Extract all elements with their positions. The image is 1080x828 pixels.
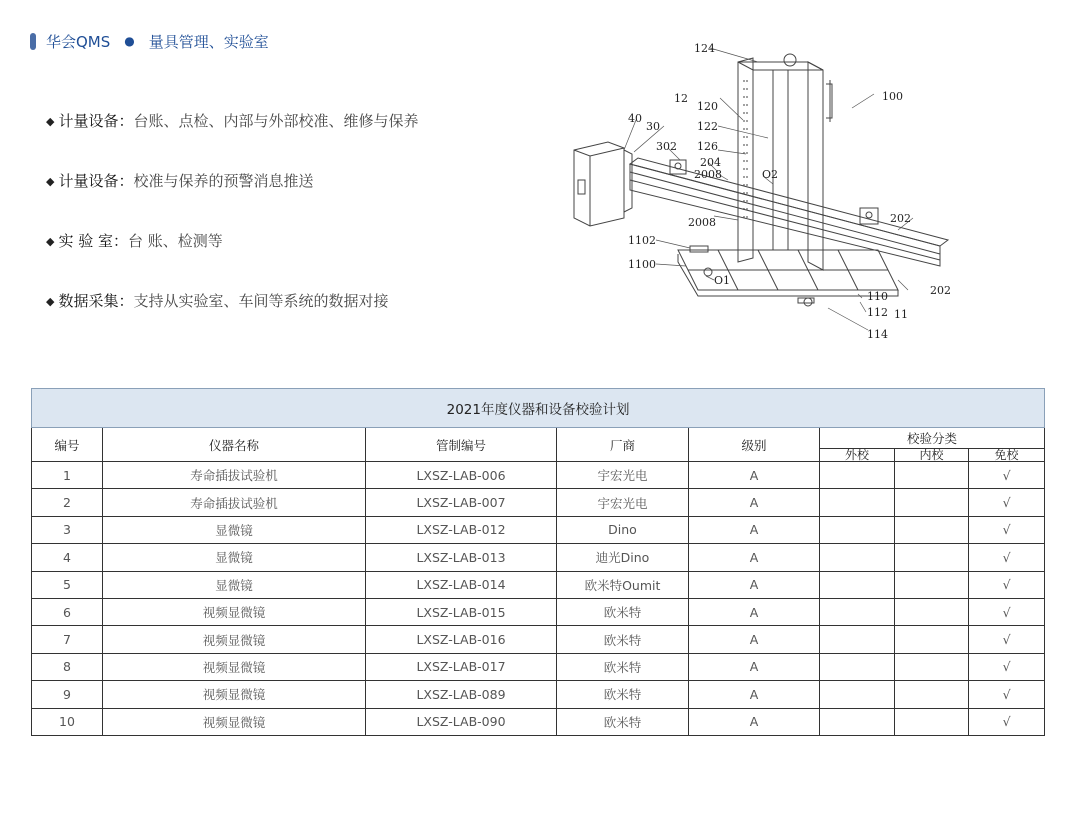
cell-no: 2: [32, 489, 103, 516]
tower-holes: [744, 80, 747, 220]
calibration-table: [31, 388, 1045, 736]
diagram-label: 112: [867, 306, 888, 319]
diagram-label: 11: [894, 308, 908, 321]
cell-no: 8: [32, 653, 103, 680]
diamond-bullet-icon: ◆: [46, 295, 55, 308]
cell-maker: 宇宏光电: [557, 489, 689, 516]
cell-no: 7: [32, 626, 103, 653]
cell-external: [820, 653, 895, 680]
cell-name: 显微镜: [103, 516, 366, 543]
cell-internal: [895, 626, 969, 653]
header-accent-bar: [30, 33, 36, 50]
col-header-name: 仪器名称: [103, 428, 366, 462]
calibration-plan-table: [31, 388, 1044, 736]
feature-label: 数据采集: [58, 292, 119, 310]
cell-code: LXSZ-LAB-007: [366, 489, 557, 516]
cell-exempt: √: [969, 462, 1045, 489]
cell-maker: 欧米特: [557, 681, 689, 708]
feature-text: 台账、点检、内部与外部校准、维修与保养: [133, 112, 419, 130]
cell-external: [820, 681, 895, 708]
feature-text: 校准与保养的预警消息推送: [133, 172, 314, 190]
cell-exempt: √: [969, 653, 1045, 680]
feature-item: [46, 290, 389, 312]
foot-pads: [690, 246, 814, 303]
table-row: [32, 681, 1045, 708]
tower-top: [738, 62, 823, 250]
equipment-diagram: [568, 40, 958, 345]
feature-item: [46, 170, 314, 192]
diagram-label: O2: [762, 168, 779, 181]
col-header-exempt: 免校: [969, 449, 1045, 462]
foot-right: [804, 298, 812, 306]
cell-no: 6: [32, 598, 103, 625]
cell-name: 视频显微镜: [103, 626, 366, 653]
cell-maker: 欧米特Oumit: [557, 571, 689, 598]
cell-internal: [895, 571, 969, 598]
diamond-bullet-icon: ◆: [46, 115, 55, 128]
cell-level: A: [689, 598, 820, 625]
cell-exempt: √: [969, 571, 1045, 598]
cell-no: 4: [32, 544, 103, 571]
table-row: [32, 571, 1045, 598]
page-header: [30, 30, 269, 52]
end-box: [574, 142, 624, 226]
table-title: 2021年度仪器和设备校验计划: [32, 389, 1045, 428]
cell-level: A: [689, 681, 820, 708]
feature-label: 计量设备: [58, 172, 119, 190]
feature-item: [46, 230, 223, 252]
diagram-label: 2008: [688, 216, 716, 229]
table-row: [32, 489, 1045, 516]
tower-top-roller: [784, 54, 796, 66]
cell-level: A: [689, 544, 820, 571]
slider-202: [860, 208, 878, 224]
table-row: [32, 653, 1045, 680]
cell-level: A: [689, 653, 820, 680]
cell-no: 5: [32, 571, 103, 598]
cell-no: 1: [32, 462, 103, 489]
leader-lines: [624, 48, 913, 330]
diagram-label: 100: [882, 90, 903, 103]
cell-maker: 欧米特: [557, 708, 689, 735]
cell-name: 视频显微镜: [103, 653, 366, 680]
diagram-label: 110: [867, 290, 888, 303]
cell-internal: [895, 516, 969, 543]
feature-text: 台 账、检测等: [128, 232, 223, 250]
cell-internal: [895, 653, 969, 680]
cell-code: LXSZ-LAB-017: [366, 653, 557, 680]
diagram-label: 114: [867, 328, 888, 341]
cell-external: [820, 489, 895, 516]
diagram-label: 12: [674, 92, 688, 105]
cell-internal: [895, 489, 969, 516]
cell-exempt: √: [969, 598, 1045, 625]
cell-code: LXSZ-LAB-089: [366, 681, 557, 708]
cell-level: A: [689, 626, 820, 653]
end-box-window: [578, 180, 585, 194]
diagram-label: 202: [890, 212, 911, 225]
tower-back: [808, 62, 823, 270]
cell-internal: [895, 598, 969, 625]
cell-code: LXSZ-LAB-016: [366, 626, 557, 653]
feature-text: 支持从实验室、车间等系统的数据对接: [133, 292, 389, 310]
feature-label: 计量设备: [58, 112, 119, 130]
cell-maker: 欧米特: [557, 653, 689, 680]
cell-code: LXSZ-LAB-090: [366, 708, 557, 735]
table-row: [32, 626, 1045, 653]
diagram-label: 126: [697, 140, 718, 153]
brand-name: 华会QMS: [46, 32, 111, 51]
table-header-row: [32, 428, 1045, 449]
cell-code: LXSZ-LAB-006: [366, 462, 557, 489]
cell-external: [820, 516, 895, 543]
cell-exempt: √: [969, 681, 1045, 708]
cell-name: 视频显微镜: [103, 681, 366, 708]
cell-code: LXSZ-LAB-013: [366, 544, 557, 571]
cell-external: [820, 626, 895, 653]
cell-level: A: [689, 708, 820, 735]
feature-colon: ：: [118, 172, 134, 190]
col-header-maker: 厂商: [557, 428, 689, 462]
col-header-level: 级别: [689, 428, 820, 462]
header-separator-dot: ●: [124, 34, 135, 48]
tower-handle: [826, 80, 832, 122]
diagram-label: 120: [697, 100, 718, 113]
cell-maker: 宇宏光电: [557, 462, 689, 489]
cell-external: [820, 598, 895, 625]
cell-internal: [895, 462, 969, 489]
col-header-no: 编号: [32, 428, 103, 462]
diagram-label: 40: [628, 112, 642, 125]
cell-name: 视频显微镜: [103, 598, 366, 625]
feature-colon: ：: [118, 112, 134, 130]
cell-exempt: √: [969, 516, 1045, 543]
cell-maker: Dino: [557, 516, 689, 543]
table-row: [32, 708, 1045, 735]
diagram-label: 124: [694, 42, 715, 55]
cell-name: 寿命插拔试验机: [103, 462, 366, 489]
diagram-label: 202: [930, 284, 951, 297]
cell-external: [820, 544, 895, 571]
diagram-label: 204: [700, 156, 721, 169]
table-row: [32, 462, 1045, 489]
cell-exempt: √: [969, 626, 1045, 653]
diamond-bullet-icon: ◆: [46, 235, 55, 248]
cell-exempt: √: [969, 489, 1045, 516]
slider-202-knob: [866, 212, 872, 218]
tower-front: [738, 58, 753, 262]
cell-level: A: [689, 489, 820, 516]
cell-no: 3: [32, 516, 103, 543]
col-header-code: 管制编号: [366, 428, 557, 462]
cell-name: 显微镜: [103, 544, 366, 571]
cell-name: 显微镜: [103, 571, 366, 598]
table-body: [32, 462, 1045, 736]
cell-code: LXSZ-LAB-012: [366, 516, 557, 543]
diamond-bullet-icon: ◆: [46, 175, 55, 188]
table-title-row: [32, 389, 1045, 428]
cell-external: [820, 571, 895, 598]
diagram-label: 30: [646, 120, 660, 133]
feature-item: [46, 110, 419, 132]
cell-maker: 迪光Dino: [557, 544, 689, 571]
cell-external: [820, 462, 895, 489]
cell-internal: [895, 681, 969, 708]
cell-level: A: [689, 462, 820, 489]
cell-code: LXSZ-LAB-014: [366, 571, 557, 598]
col-header-external: 外校: [820, 449, 895, 462]
diagram-label: 302: [656, 140, 677, 153]
cell-exempt: √: [969, 708, 1045, 735]
cell-code: LXSZ-LAB-015: [366, 598, 557, 625]
cell-level: A: [689, 571, 820, 598]
col-header-category: 校验分类: [820, 428, 1045, 449]
table-row: [32, 544, 1045, 571]
diagram-label: O1: [714, 274, 731, 287]
mounting-plate: [624, 150, 632, 212]
section-title: 量具管理、实验室: [148, 32, 269, 51]
feature-colon: ：: [118, 292, 134, 310]
table-row: [32, 516, 1045, 543]
feature-colon: ：: [113, 232, 129, 250]
col-header-internal: 内校: [895, 449, 969, 462]
diagram-label: 1100: [628, 258, 656, 271]
cell-internal: [895, 708, 969, 735]
cell-external: [820, 708, 895, 735]
feature-label: 实 验 室: [58, 232, 114, 250]
table-row: [32, 598, 1045, 625]
cell-no: 10: [32, 708, 103, 735]
cell-exempt: √: [969, 544, 1045, 571]
cell-level: A: [689, 516, 820, 543]
cell-name: 寿命插拔试验机: [103, 489, 366, 516]
cell-maker: 欧米特: [557, 598, 689, 625]
diagram-label: 122: [697, 120, 718, 133]
cell-internal: [895, 544, 969, 571]
diagram-label: 1102: [628, 234, 656, 247]
foot-left: [704, 268, 712, 276]
cell-maker: 欧米特: [557, 626, 689, 653]
cell-no: 9: [32, 681, 103, 708]
diagram-label: 2008: [694, 168, 722, 181]
cell-name: 视频显微镜: [103, 708, 366, 735]
